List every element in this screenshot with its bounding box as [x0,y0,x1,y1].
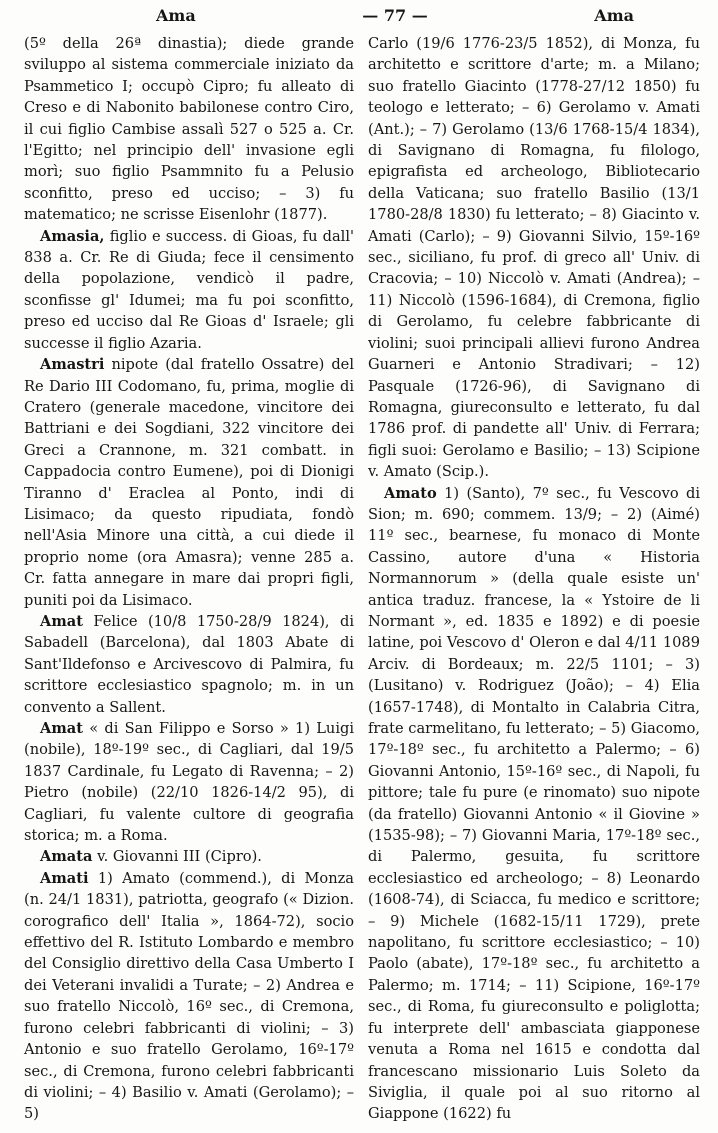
entry-amata [24,846,354,867]
entry-text: nipote (dal fratello Ossatre) del Re Dario III Codomano, fu, prima, moglie di Cratero (generale macedone, vincitore dei Battriani e dei Sogdiani, 322 vincitore dei Greci a Crannone, m. 321 combatt. in Cappadocia contro Eumene), poi di Dionigi Tiranno d' Eraclea al Ponto, indi di Lisimaco; da questo ripudiata, fondò nell'Asia Minore una città, a cui diede il proprio nome (ora Amasra); venne 285 a. Cr. fatta annegare in mare dai propri figli, puniti poi da Lisimaco. [24,356,354,609]
entry-headword: Amat [40,720,83,737]
entry-amat-felice [24,611,354,718]
entry-text: 1) (Santo), 7º sec., fu Vescovo di Sion; m. 690; commem. 13/9; – 2) (Aimé) 11º sec., bearnese, fu monaco di Monte Cassino, autore d'una « Historia Normannorum » (della quale esiste un' antica traduz. francese, la « Ystoire de li Normant », ed. 1835 e 1892) e di poesie latine, poi Vescovo d' Oleron e dal 4/11 1089 Arciv. di Bordeaux; m. 22/5 1101; – 3) (Lusitano) v. Rodriguez (João); – 4) Elia (1657-1748), di Montalto in Calabria Citra, frate carmelitano, fu letterato; – 5) Giacomo, 17º-18º sec., fu architetto a Palermo; – 6) Giovanni Antonio, 15º-16º sec., di Napoli, fu pittore; tale fu pure (e rinomato) suo nipote (da fratello) Giovanni Antonio « il Giovine » (1535-98); – 7) Giovanni Maria, 17º-18º sec., di Palermo, gesuita, fu scrittore ecclesiastico ed archeologo; – 8) Leonardo (1608-74), di Sciacca, fu medico e scrittore; – 9) Michele (1682-15/11 1729), prete napolitano, fu scrittore ecclesiastico; – 10) Paolo (abate), 17º-18º sec., fu architetto a Palermo; m. 1714; – 11) Scipione, 16º-17º sec., di Roma, fu giureconsulto e poliglotta; fu interprete dell' ambasciata giapponese venuta a Roma nel 1615 e condotta dal francescano missionario Luis Soleto da Siviglia, il quale poi al suo ritorno al Giappone (1622) fu [368,484,701,1123]
entry-headword: Amati [40,869,89,887]
entry-text: figlio e success. di Gioas, fu dall' 838 a. Cr. Re di Giuda; fece il censimento della popolazione, vendicò il padre, sconfisse gl' Idumei; ma fu poi sconfitto, preso ed ucciso dal Re Gioas d' Israele; gli successe il figlio Azaria. [24,227,355,352]
entry-amati [24,868,354,1125]
running-header [24,0,704,30]
entry-headword: Amastri [40,356,105,374]
entry-continuation: (5º della 26ª dinastia); diede grande sviluppo al sistema commerciale iniziato da Psammetico I; occupò Cipro; fu alleato di Creso e di Nabonito babilonese contro Ciro, il cui figlio Cambise assalì 527 o 525 a. Cr. l'Egitto; nel principio dell' invasione egli morì; suo figlio Psammnito fu a Pelusio sconfitto, preso ed ucciso; – 3) fu matematico; ne scrisse Eisenlohr (1877). [24,35,354,224]
entry-text: « di San Filippo e Sorso » 1) Luigi (nobile), 18º-19º sec., di Cagliari, dal 19/5 1837 Cardinale, fu Legato di Ravenna; – 2) Pietro (nobile) (22/10 1826-14/2 95), di Cagliari, fu valente cultore di geografia storica; m. a Roma. [24,720,355,845]
entry-text: 1) Amato (commend.), di Monza (n. 24/1 1831), patriotta, geografo (« Dizion. corografico dell' Italia », 1864-72), socio effettivo del R. Istituto Lombardo e membro del Consiglio direttivo della Casa Umberto I dei Veterani invalidi a Turate; – 2) Andrea e suo fratello Niccolò, 16º sec., di Cremona, furono celebri fabbricanti di violini; – 3) Antonio e suo fratello Gerolamo, 16º-17º sec., di Cremona, furono celebri fabbricanti di violini; – 4) Basilio v. Amati (Gerolamo); – 5) [24,869,354,1123]
entry-headword: Amasia, [40,227,105,245]
page-number: — 77 — [362,5,428,25]
header-left-word: Ama [156,5,196,25]
entry-headword: Amato [384,484,437,502]
entry-amat-san-filippo [24,718,354,846]
entry-headword: Amat [40,612,83,630]
entry-continuation: Carlo (19/6 1776-23/5 1852), di Monza, fu architetto e scrittore d'arte; m. a Milano; suo fratello Giacinto (1778-27/12 1850) fu teologo e letterato; – 6) Gerolamo v. Amati (Ant.); – 7) Gerolamo (13/6 1768-15/4 1834), di Savignano di Romagna, fu filologo, epigrafista ed archeologo, Bibliotecario della Vaticana; suo fratello Basilio (13/1 1780-28/8 1830) fu letterato; – 8) Giacinto v. Amati (Carlo); – 9) Giovanni Silvio, 15º-16º sec., siciliano, fu prof. di greco all' Univ. di Cracovia; – 10) Niccolò v. Amati (Andrea); – 11) Niccolò (1596-1684), di Cremona, figlio di Gerolamo, fu celebre fabbricante di violini; suoi principali allievi furono Andrea Guarneri e Antonio Stradivari; – 12) Pasquale (1726-96), di Savignano di Romagna, giureconsulto e letterato, fu dal 1786 prof. di pandette all' Univ. di Ferrara; figli suoi: Gerolamo e Basilio; – 13) Scipione v. Amato (Scip.). [368,35,700,481]
entry-headword: Amata [40,848,93,866]
left-column [24,33,354,1125]
entry-amastri [24,354,354,611]
right-column [368,33,700,1125]
entry-amasia [24,226,354,354]
entry-text: v. Giovanni III (Cipro). [97,848,262,866]
entry-amato [368,483,700,1125]
entry-text: Felice (10/8 1750-28/9 1824), di Sabadell (Barcelona), dal 1803 Abate di Sant'Ildefonso e Arcivescovo di Palmira, fu scrittore ecclesiastico spagnolo; m. in un convento a Sallent. [24,612,354,716]
header-right-word: Ama [594,5,634,25]
